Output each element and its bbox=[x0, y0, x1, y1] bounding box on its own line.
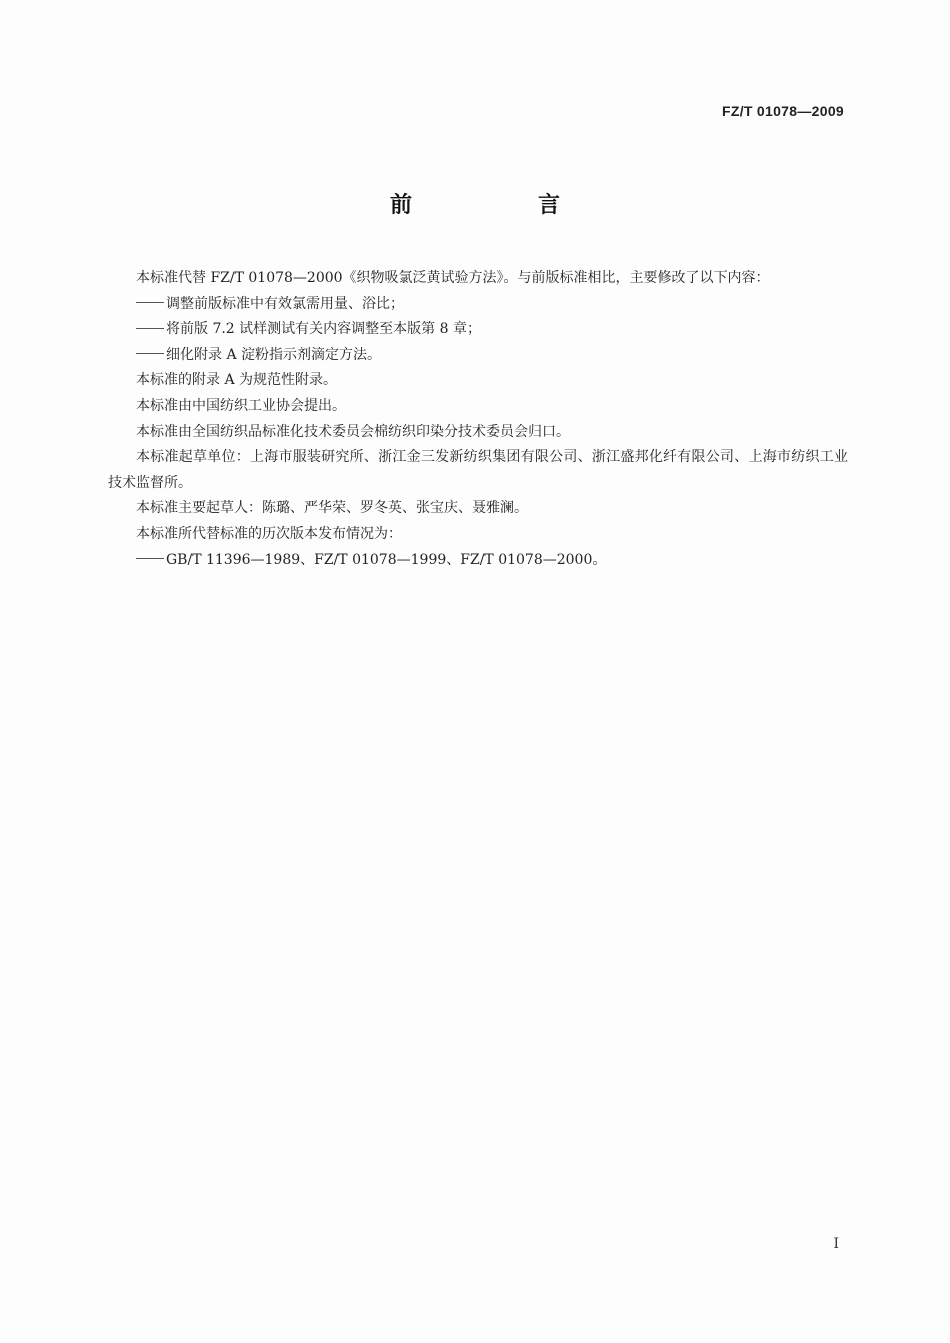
list-item-change-1 bbox=[108, 292, 848, 318]
list-item-text: 将前版 7.2 试样测试有关内容调整至本版第 8 章； bbox=[166, 321, 481, 338]
paragraph-drafters: 本标准主要起草人：陈璐、严华荣、罗冬英、张宝庆、聂雅澜。 bbox=[136, 500, 528, 517]
paragraph-history: 本标准所代替标准的历次版本发布情况为： bbox=[136, 525, 402, 542]
list-item-text: 调整前版标准中有效氯需用量、浴比； bbox=[166, 295, 404, 312]
standard-number: FZ/T 01078—2009 bbox=[721, 103, 844, 119]
paragraph-proposed-by: 本标准由中国纺织工业协会提出。 bbox=[136, 397, 346, 414]
paragraph-annex: 本标准的附录 A 为规范性附录。 bbox=[136, 372, 338, 389]
dash-marker bbox=[136, 302, 164, 303]
paragraph-under-jurisdiction: 本标准由全国纺织品标准化技术委员会棉纺织印染分技术委员会归口。 bbox=[136, 423, 570, 440]
list-item-change-2 bbox=[108, 317, 848, 343]
page-title: 前 言 bbox=[389, 193, 612, 218]
list-item-change-3 bbox=[108, 343, 848, 369]
dash-marker bbox=[136, 328, 164, 329]
dash-marker bbox=[136, 558, 164, 559]
list-item-text: 细化附录 A 淀粉指示剂滴定方法。 bbox=[166, 346, 382, 363]
paragraph-replaces: 本标准代替 FZ/T 01078—2000《织物吸氯泛黄试验方法》。与前版标准相比，主要修改了以下内容： bbox=[136, 270, 770, 286]
page-number: I bbox=[833, 1236, 839, 1252]
list-item-history-1 bbox=[108, 548, 848, 574]
dash-marker bbox=[136, 353, 164, 354]
paragraph-drafting-units: 本标准起草单位：上海市服装研究所、浙江金三发新纺织集团有限公司、浙江盛邦化纤有限公司、上海市纺织工业技术监督所。 bbox=[108, 449, 848, 491]
list-item-text: GB/T 11396—1989、FZ/T 01078—1999、FZ/T 01078—2000。 bbox=[166, 551, 607, 568]
foreword-body bbox=[108, 266, 848, 573]
